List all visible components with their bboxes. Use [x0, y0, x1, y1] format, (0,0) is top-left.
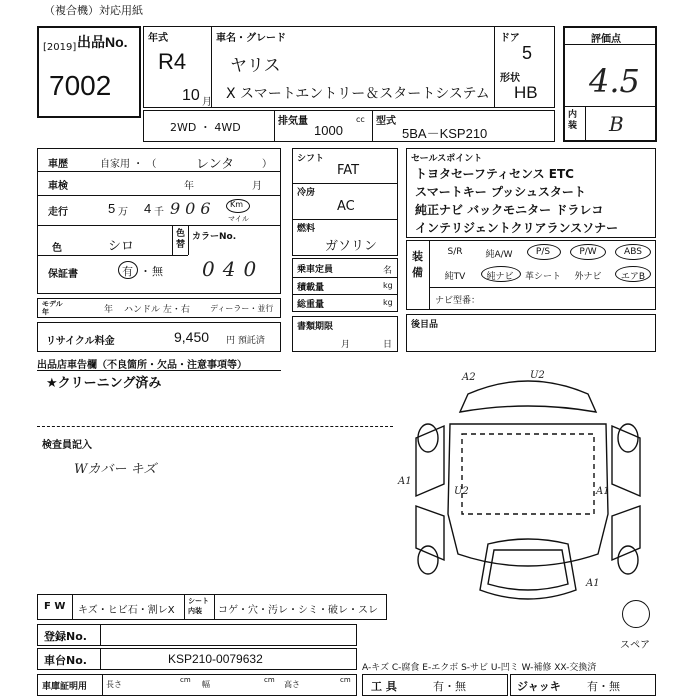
model-label: 車名・グレード — [216, 33, 286, 44]
load-unit: kg — [383, 281, 393, 290]
shaken-month-unit: 月 — [252, 181, 262, 192]
model-year-label: モデル年 — [42, 300, 63, 316]
capacity-unit: 名 — [383, 266, 393, 276]
damage-legend: A-キズ C-腐食 E-エクボ S-サビ U-凹ミ W-補修 XX-交換済 — [362, 663, 597, 673]
registration-row — [37, 624, 357, 646]
mileage-man: 5 — [108, 201, 116, 216]
size-label: 車庫証明用 — [42, 682, 88, 692]
history-options: 自家用 ・ （ — [100, 159, 157, 170]
warranty-label: 保証書 — [48, 269, 78, 280]
model-year-handle: ハンドル 左・右 — [124, 305, 190, 315]
interior-value: B — [609, 112, 624, 136]
shift-label: シフト — [297, 154, 325, 164]
mileage-km: Km — [230, 200, 244, 209]
size-length-label: 長さ — [106, 680, 122, 689]
sales-label: セールスポイント — [411, 154, 483, 164]
mark-a1-right: A1 — [596, 486, 610, 497]
lot-year: [2019] — [43, 42, 77, 53]
mileage-man-unit: 万 — [118, 207, 128, 218]
mark-u2-top: U2 — [530, 370, 545, 381]
car-diagram — [398, 364, 658, 624]
eq-ext-navi: 外ナビ — [574, 272, 602, 282]
chassis-value: KSP210-0079632 — [168, 652, 263, 666]
nenshiki-month-unit: 月 — [202, 97, 212, 108]
katashiki-value: 5BA－KSP210 — [402, 126, 488, 141]
door-value: 5 — [522, 43, 533, 63]
model-name: ヤリス — [230, 56, 281, 76]
score-box — [563, 26, 657, 142]
docs-month: 月 — [341, 340, 351, 350]
mark-a1-left: A1 — [398, 476, 412, 487]
gross-unit: kg — [383, 298, 393, 307]
mileage-sen: 4 — [144, 201, 152, 216]
door-label: ドア — [500, 33, 520, 44]
recycle-value: 9,450 — [174, 329, 210, 345]
chassis-row — [37, 648, 357, 670]
size-width-unit: cm — [264, 676, 275, 684]
katashiki-label: 型式 — [376, 116, 396, 127]
seat-label: シート内装 — [188, 597, 209, 615]
displacement-value: 1000 — [314, 123, 343, 138]
eq-airbag: エアB — [620, 272, 646, 282]
warranty-no: 無 — [152, 265, 163, 278]
recycle-unit: 円 預託済 — [226, 336, 265, 346]
jack-row — [510, 674, 656, 696]
eq-abs: ABS — [624, 247, 642, 257]
remarks-text: ★クリーニング済み — [46, 376, 162, 391]
interior-label: 内装 — [568, 110, 578, 131]
mark-a2-left: A2 — [462, 372, 476, 383]
fuel-label: 燃料 — [297, 224, 316, 234]
mileage-rest: 906 — [170, 199, 216, 218]
drive-options: 2WD ・ 4WD — [170, 121, 241, 134]
fw-label: F W — [44, 601, 66, 612]
spec-row — [143, 110, 555, 142]
model-year-unit: 年 — [104, 305, 114, 315]
shaken-year-unit: 年 — [184, 181, 194, 192]
model-block — [143, 26, 555, 108]
registration-label: 登録No. — [44, 630, 87, 643]
jack-label: ジャッキ — [517, 680, 561, 693]
fw-items: キズ・ヒビ石・割レX — [78, 605, 175, 616]
spare-label: スペア — [620, 640, 650, 651]
form-note: （複合機）対応用紙 — [44, 4, 143, 17]
sales-line: トヨタセーフティセンス ETC — [415, 167, 574, 181]
mark-a1-bottom: A1 — [586, 578, 600, 589]
size-width-label: 幅 — [202, 680, 210, 689]
rear-seat-block — [406, 314, 656, 352]
docs-label: 書類期限 — [297, 322, 334, 332]
lot-box — [37, 26, 141, 118]
color-label: 色 — [52, 243, 62, 254]
recycle-row — [37, 322, 281, 352]
size-height-unit: cm — [340, 676, 351, 684]
sales-line: 純正ナビ バックモニター ドラレコ — [415, 203, 604, 217]
shape-value: HB — [514, 83, 538, 102]
eq-sr: S/R — [447, 247, 463, 257]
aircon-label: 冷房 — [297, 188, 316, 198]
eq-leather: 革シート — [524, 272, 561, 282]
gross-label: 総重量 — [297, 300, 325, 310]
color-change-label: 色替 — [176, 229, 186, 250]
mileage-sen-unit: 千 — [154, 207, 164, 218]
remarks-label: 出品店車告欄（不良箇所・欠品・注意事項等） — [37, 360, 247, 371]
eq-navi: 純ナビ — [486, 272, 514, 282]
seat-items: コゲ・穴・汚レ・シミ・破レ・スレ — [218, 605, 378, 616]
history-close: ） — [262, 159, 272, 170]
shape-label: 形状 — [500, 73, 520, 84]
capacity-label: 乗車定員 — [297, 265, 334, 275]
lot-label: 出品No. — [77, 34, 128, 50]
sales-line: インテリジェントクリアランスソナー — [415, 221, 619, 235]
eq-aw: 純A/W — [485, 250, 513, 260]
nenshiki-label: 年式 — [148, 33, 168, 44]
color-value: シロ — [108, 239, 135, 254]
eq-tv: 純TV — [444, 272, 466, 282]
navi-model-label: ナビ型番： — [435, 296, 481, 306]
equipment-block — [406, 240, 656, 310]
rear-seat-label: 後目品 — [411, 320, 439, 330]
size-length-unit: cm — [180, 676, 191, 684]
size-row — [37, 674, 357, 696]
mileage-label: 走行 — [48, 207, 68, 218]
shaken-label: 車検 — [48, 181, 68, 192]
color-code-label: カラーNo. — [192, 232, 237, 242]
equipment-label: 装備 — [412, 250, 423, 279]
mark-u2-center: U2 — [454, 486, 469, 497]
aircon-value: AC — [337, 199, 355, 214]
inspector-label: 検査員記入 — [42, 440, 92, 451]
sales-points — [406, 148, 656, 238]
history-label: 車歴 — [48, 159, 68, 170]
history-value: レンタ — [196, 157, 235, 172]
warranty-yes: 有 — [122, 265, 133, 278]
color-code: 040 — [202, 257, 265, 281]
score-label: 評価点 — [591, 34, 621, 45]
model-year-row — [37, 298, 281, 318]
size-height-label: 高さ — [284, 680, 300, 689]
displacement-unit: cc — [356, 115, 365, 124]
spare-tire-icon — [622, 600, 650, 628]
eq-ps: P/S — [535, 247, 551, 257]
tools-value: 有・無 — [433, 680, 466, 693]
docs-day: 日 — [383, 340, 393, 350]
middle-block — [292, 148, 398, 256]
tools-row — [362, 674, 508, 696]
capacity-block — [292, 258, 398, 312]
displacement-label: 排気量 — [278, 116, 308, 127]
load-label: 積載量 — [297, 283, 325, 293]
nenshiki-era: R4 — [158, 49, 187, 74]
docs-block — [292, 316, 398, 352]
shift-value: FAT — [337, 163, 360, 178]
warranty-sep: ・ — [140, 265, 151, 278]
tools-label: 工 具 — [371, 680, 397, 693]
model-year-dealer: ディーラー・並行 — [210, 304, 274, 313]
score-value: 4.5 — [589, 62, 640, 100]
chassis-label: 車台No. — [44, 654, 87, 667]
sales-line: スマートキー プッシュスタート — [415, 185, 586, 199]
lot-number: 7002 — [49, 70, 112, 101]
eq-pw: P/W — [579, 247, 597, 257]
recycle-label: リサイクル料金 — [46, 336, 115, 347]
fw-row — [37, 594, 387, 620]
mileage-mile: マイル — [228, 215, 249, 223]
fuel-value: ガソリン — [325, 239, 378, 254]
inspector-note: Wカバー キズ — [74, 462, 157, 477]
jack-value: 有・無 — [587, 680, 620, 693]
detail-block — [37, 148, 281, 294]
model-grade: X スマートエントリー＆スタートシステム — [226, 86, 490, 102]
nenshiki-month: 10 — [182, 87, 200, 104]
